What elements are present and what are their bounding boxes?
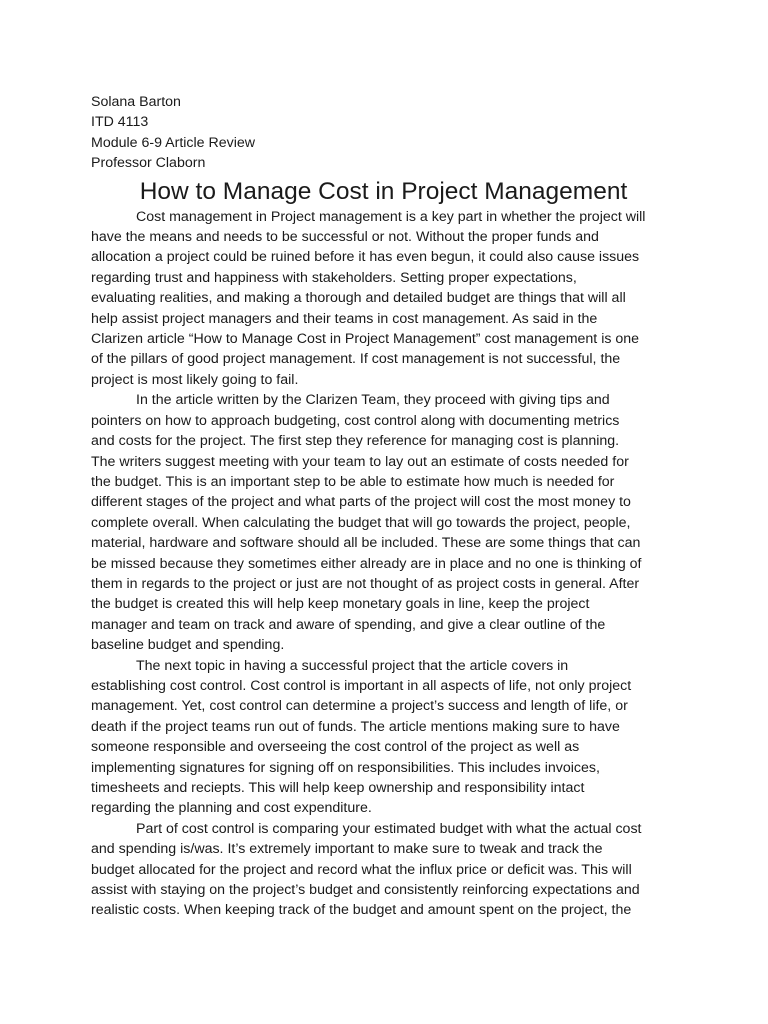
text-line: baseline budget and spending. <box>91 637 285 654</box>
text-line: Clarizen article “How to Manage Cost in Project Management” cost management is one <box>91 331 640 348</box>
paragraph-2 <box>91 390 676 655</box>
document-body <box>91 92 676 921</box>
text-line: death if the project teams run out of funds. The article mentions making sure to have <box>91 718 620 735</box>
text-line: the budget. This is an important step to be able to estimate how much is needed for <box>91 473 615 490</box>
text-line: management. Yet, cost control can determine a project’s success and length of life, or <box>91 698 628 715</box>
author-name: Solana Barton <box>91 94 181 110</box>
text-line: be missed because they sometimes either already are in place and no one is thinking of <box>91 555 642 572</box>
text-line: pointers on how to approach budgeting, cost control along with documenting metrics <box>91 412 620 429</box>
paragraph-3 <box>91 656 676 819</box>
text-line: someone responsible and overseeing the cost control of the project as well as <box>91 739 580 756</box>
text-line: manager and team on track and aware of spending, and give a clear outline of the <box>91 616 606 633</box>
text-line: the budget is created this will help keep monetary goals in line, keep the project <box>91 596 590 613</box>
text-line: budget allocated for the project and record what the influx price or deficit was. This will <box>91 861 632 878</box>
text-line: of the pillars of good project management. If cost management is not successful, the <box>91 351 621 368</box>
text-line: implementing signatures for signing off on responsibilities. This includes invoices, <box>91 759 600 776</box>
course-code: ITD 4113 <box>91 114 149 131</box>
text-line: them in regards to the project or just are not thought of as project costs in general. After <box>91 575 640 592</box>
professor-name: Professor Claborn <box>91 155 206 172</box>
text-line: evaluating realities, and making a thorough and detailed budget are things that will all <box>91 290 626 307</box>
text-line: project is most likely going to fail. <box>91 371 299 388</box>
text-line: regarding trust and happiness with stakeholders. Setting proper expectations, <box>91 269 577 286</box>
text-line: and spending is/was. It’s extremely important to make sure to tweak and track the <box>91 841 603 858</box>
text-line: complete overall. When calculating the budget that will go towards the project, people, <box>91 514 631 531</box>
text-line: The next topic in having a successful project that the article covers in <box>136 657 569 674</box>
document-title: How to Manage Cost in Project Management <box>139 177 628 205</box>
text-line: assist with staying on the project’s budget and consistently reinforcing expectations and <box>91 882 640 899</box>
text-line: material, hardware and software should all be included. These are some things that can <box>91 535 641 552</box>
paragraph-1 <box>91 207 676 391</box>
text-line: timesheets and reciepts. This will help keep ownership and responsibility intact <box>91 780 585 796</box>
text-line: regarding the planning and cost expenditure. <box>91 800 372 817</box>
text-line: establishing cost control. Cost control is important in all aspects of life, not only project <box>91 677 632 694</box>
text-line: Part of cost control is comparing your estimated budget with what the actual cost <box>136 820 642 837</box>
text-line: have the means and needs to be successful or not. Without the proper funds and <box>91 229 599 246</box>
paragraph-4 <box>91 819 676 921</box>
text-line: In the article written by the Clarizen Team, they proceed with giving tips and <box>136 392 610 409</box>
text-line: Cost management in Project management is a key part in whether the project will <box>136 208 646 225</box>
text-line: different stages of the project and what parts of the project will cost the most money to <box>91 494 631 511</box>
text-line: realistic costs. When keeping track of the budget and amount spent on the project, the <box>91 902 632 919</box>
text-line: The writers suggest meeting with your team to lay out an estimate of costs needed for <box>91 453 629 470</box>
text-line: allocation a project could be ruined before it has even begun, it could also cause issues <box>91 249 640 266</box>
text-line: and costs for the project. The first step they reference for managing cost is planning. <box>91 433 620 450</box>
text-line: help assist project managers and their teams in cost management. As said in the <box>91 310 598 327</box>
assignment-name: Module 6-9 Article Review <box>91 134 256 151</box>
